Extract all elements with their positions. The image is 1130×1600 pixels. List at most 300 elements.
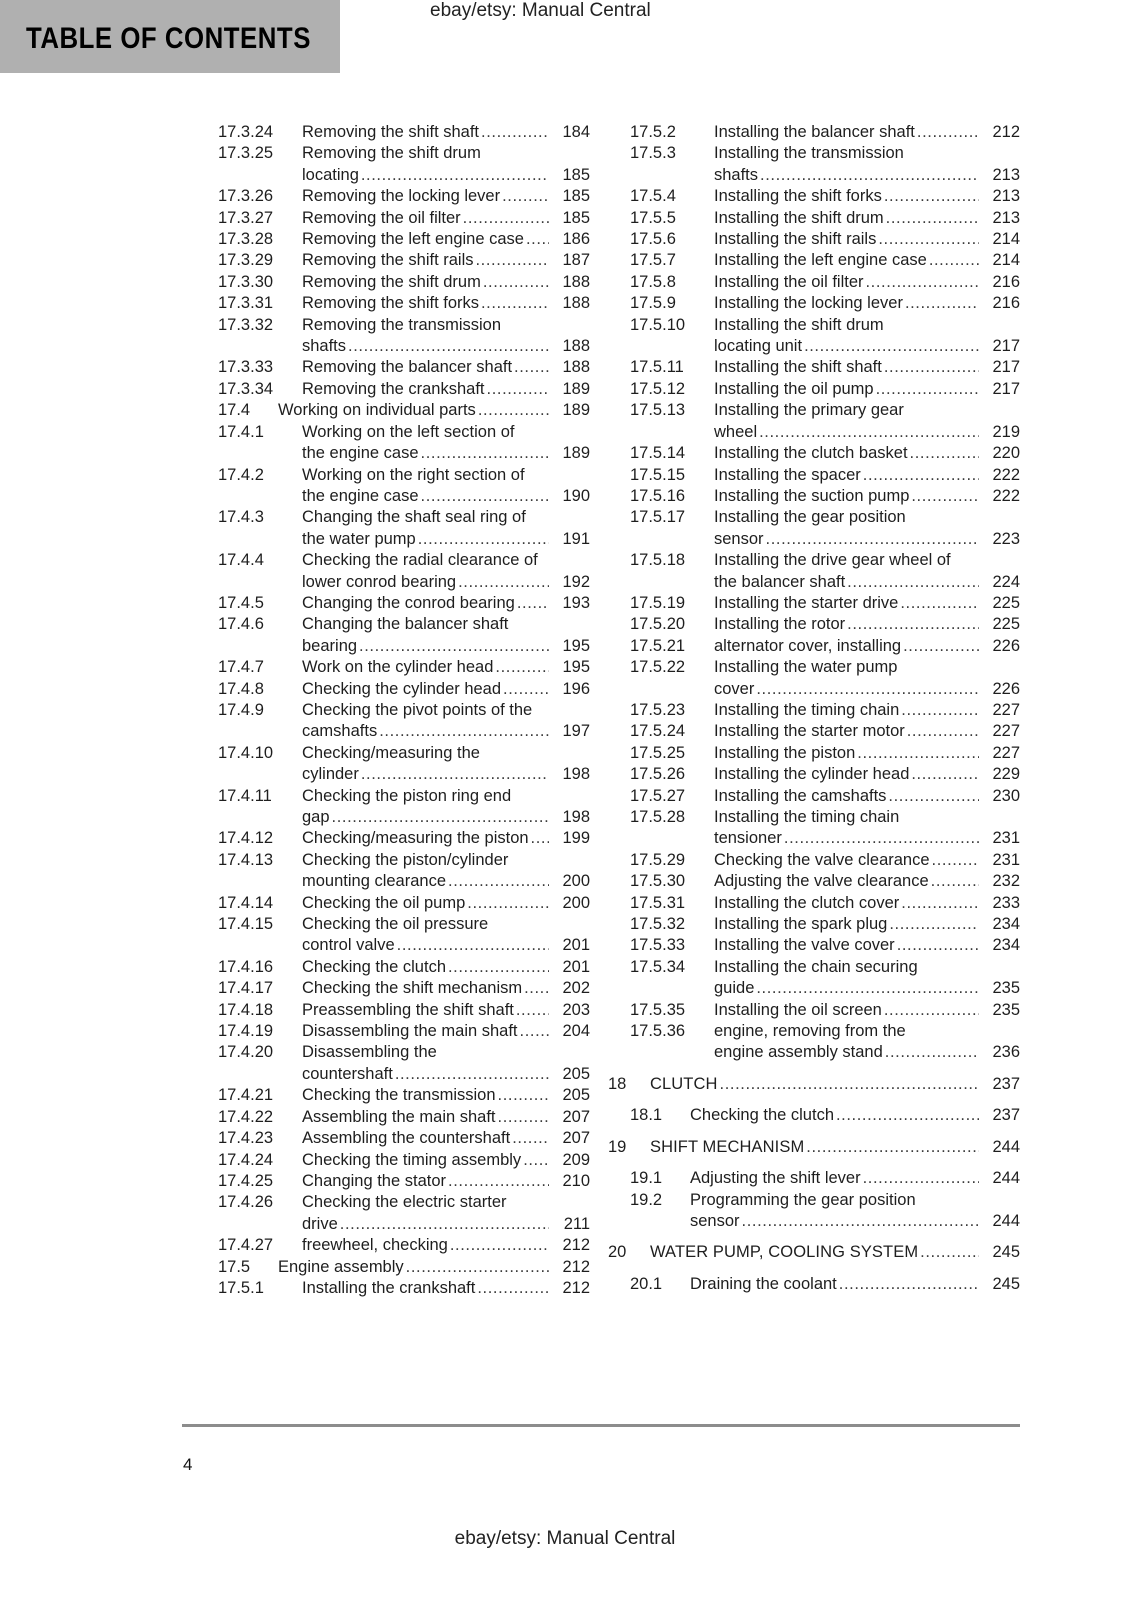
toc-entry-body <box>690 1105 1020 1126</box>
toc-entry-body <box>714 122 1020 143</box>
toc-leader-dots <box>901 700 979 721</box>
toc-entry-title: SHIFT MECHANISM <box>650 1137 805 1156</box>
toc-entry-page: 217 <box>992 379 1020 398</box>
toc-entry-line <box>302 957 590 978</box>
toc-leader-dots <box>502 186 549 207</box>
toc-entry[interactable] <box>630 1000 1020 1021</box>
toc-leader-dots <box>503 679 549 700</box>
toc-entry-page: 212 <box>992 123 1020 141</box>
toc-entry-page: 185 <box>562 187 590 206</box>
toc-entry-page: 217 <box>992 358 1020 377</box>
header-watermark: ebay/etsy: Manual Central <box>430 0 651 21</box>
toc-entry[interactable] <box>630 893 1020 914</box>
toc-entry[interactable] <box>630 850 1020 871</box>
toc-entry[interactable] <box>630 700 1020 721</box>
toc-entry[interactable] <box>218 1042 590 1085</box>
toc-entry[interactable] <box>218 593 590 614</box>
toc-entry-line <box>302 679 590 700</box>
toc-entry-body <box>302 914 590 957</box>
toc-entry[interactable] <box>630 1168 1020 1189</box>
toc-entry[interactable] <box>218 507 590 550</box>
toc-entry-number: 17.5.18 <box>630 551 686 570</box>
toc-entry-body <box>714 721 1020 742</box>
toc-leader-dots <box>903 636 979 657</box>
toc-entry[interactable] <box>218 143 590 186</box>
toc-entry-line <box>302 743 590 764</box>
toc-entry-title: Checking the piston/cylinder <box>302 850 509 869</box>
toc-entry[interactable] <box>218 465 590 508</box>
toc-entry-title: Removing the shift forks <box>302 294 479 313</box>
toc-entry-body <box>714 743 1020 764</box>
toc-entry[interactable] <box>630 1190 1020 1233</box>
toc-entry-number: 17.5.5 <box>630 208 676 227</box>
toc-entry-page: 225 <box>992 593 1020 612</box>
toc-entry-page: 236 <box>992 1043 1020 1062</box>
toc-entry-body <box>302 786 590 829</box>
toc-group-spacer <box>630 1095 1020 1105</box>
toc-entry[interactable] <box>218 293 590 314</box>
toc-entry-number: 17.5.22 <box>630 658 686 677</box>
toc-entry-body <box>714 379 1020 400</box>
toc-entry-number: 17.5.17 <box>630 508 686 527</box>
toc-entry[interactable] <box>218 700 590 743</box>
toc-entry-title: Installing the shift rails <box>714 230 877 249</box>
toc-entry-title: locating unit <box>714 337 803 356</box>
toc-entry-body <box>302 593 590 614</box>
toc-leader-dots <box>876 379 979 400</box>
toc-entry[interactable] <box>218 357 590 378</box>
toc-leader-dots <box>911 486 979 507</box>
toc-leader-dots <box>361 165 549 186</box>
toc-entry[interactable] <box>218 1192 590 1235</box>
toc-entry-title: Installing the spacer <box>714 465 861 484</box>
toc-entry-line <box>690 1211 1020 1232</box>
toc-entry[interactable] <box>608 1074 1020 1095</box>
toc-entry-line <box>302 636 590 657</box>
table-of-contents-banner <box>0 0 340 73</box>
toc-entry-number: 17.5.27 <box>630 786 686 805</box>
toc-entry-line <box>302 1021 590 1042</box>
toc-entry[interactable] <box>630 764 1020 785</box>
toc-entry-body <box>650 1074 1020 1095</box>
toc-entry-title: Assembling the countershaft <box>302 1129 511 1148</box>
toc-entry-title: gap <box>302 808 330 826</box>
toc-entry-number: 17.5.13 <box>630 401 686 420</box>
toc-entry[interactable] <box>218 315 590 358</box>
toc-entry-title: Installing the piston <box>714 743 856 762</box>
toc-entry-title: the balancer shaft <box>714 572 846 591</box>
toc-entry[interactable] <box>218 657 590 678</box>
toc-entry[interactable] <box>218 679 590 700</box>
toc-entry-body <box>302 679 590 700</box>
toc-entry-page: 198 <box>562 765 590 784</box>
toc-entry-page: 191 <box>562 529 590 548</box>
toc-leader-dots <box>418 529 549 550</box>
toc-entry-body <box>278 400 590 421</box>
toc-entry[interactable] <box>218 379 590 400</box>
toc-entry[interactable] <box>218 400 590 421</box>
toc-entry[interactable] <box>218 786 590 829</box>
toc-entry-body <box>302 293 590 314</box>
toc-entry-page: 197 <box>562 722 590 741</box>
toc-entry-number: 17.3.24 <box>218 123 274 141</box>
toc-entry-title: mounting clearance <box>302 872 447 891</box>
toc-entry-title: Checking the cylinder head <box>302 679 502 698</box>
toc-leader-dots <box>884 1000 979 1021</box>
toc-entry-body <box>302 250 590 271</box>
toc-entry-number: 20 <box>608 1243 627 1262</box>
toc-entry-page: 213 <box>992 208 1020 227</box>
toc-leader-dots <box>520 1021 549 1042</box>
toc-entry-title: Installing the camshafts <box>714 786 887 805</box>
toc-leader-dots <box>888 786 979 807</box>
toc-entry[interactable] <box>218 978 590 999</box>
toc-entry-line <box>302 700 590 721</box>
toc-entry-line <box>302 379 590 400</box>
toc-entry-number: 17.4.13 <box>218 850 274 869</box>
toc-entry-body <box>714 465 1020 486</box>
toc-entry[interactable] <box>630 1105 1020 1126</box>
toc-entry[interactable] <box>218 250 590 271</box>
toc-entry[interactable] <box>218 550 590 593</box>
toc-entry-line <box>302 315 590 336</box>
toc-entry[interactable] <box>218 1000 590 1021</box>
toc-entry-page: 237 <box>992 1074 1020 1093</box>
toc-entry-page: 186 <box>562 230 590 249</box>
toc-entry-number: 17.5.29 <box>630 850 686 869</box>
toc-entry[interactable] <box>218 1021 590 1042</box>
toc-entry-title: shafts <box>714 165 759 184</box>
toc-entry-number: 19.2 <box>630 1190 663 1209</box>
toc-entry-body <box>714 807 1020 850</box>
toc-leader-dots <box>463 208 549 229</box>
toc-entry-page: 184 <box>562 123 590 141</box>
toc-entry[interactable] <box>630 914 1020 935</box>
toc-leader-dots <box>450 1235 549 1256</box>
toc-entry-title: Removing the oil filter <box>302 208 461 227</box>
toc-entry-body <box>714 1000 1020 1021</box>
toc-entry-title: Disassembling the main shaft <box>302 1022 518 1041</box>
toc-entry[interactable] <box>608 1137 1020 1158</box>
toc-entry-line <box>302 122 590 143</box>
toc-entry[interactable] <box>630 229 1020 250</box>
toc-entry[interactable] <box>630 486 1020 507</box>
toc-entry[interactable] <box>630 400 1020 443</box>
toc-entry-body <box>302 850 590 893</box>
toc-leader-dots <box>742 1211 979 1232</box>
toc-entry-number: 17.3.32 <box>218 315 274 334</box>
toc-leader-dots <box>920 1242 979 1263</box>
toc-entry-number: 17.4.5 <box>218 593 264 612</box>
toc-entry-number: 17.5.3 <box>630 144 676 163</box>
toc-entry[interactable] <box>630 1021 1020 1064</box>
toc-entry-body <box>302 272 590 293</box>
toc-entry-number: 18 <box>608 1074 627 1093</box>
toc-entry-number: 17.3.27 <box>218 208 274 227</box>
toc-leader-dots <box>863 1168 979 1189</box>
toc-entry-line <box>714 957 1020 978</box>
toc-entry-line <box>714 1042 1020 1063</box>
toc-entry-line <box>302 914 590 935</box>
toc-entry-body <box>302 1085 590 1106</box>
toc-entry-page: 196 <box>562 679 590 698</box>
toc-entry-page: 222 <box>992 486 1020 505</box>
toc-entry-page: 226 <box>992 679 1020 698</box>
toc-entry-body <box>714 657 1020 700</box>
toc-entry[interactable] <box>630 871 1020 892</box>
toc-entry-page: 231 <box>992 850 1020 869</box>
toc-entry-line <box>714 336 1020 357</box>
toc-column-left <box>218 122 590 1299</box>
toc-entry-page: 210 <box>562 1171 590 1190</box>
toc-entry-body <box>302 1000 590 1021</box>
toc-entry-line <box>714 250 1020 271</box>
toc-entry-title: Checking the clutch <box>302 957 446 976</box>
toc-entry[interactable] <box>630 614 1020 635</box>
toc-entry-title: Checking the clutch <box>690 1106 834 1125</box>
toc-leader-dots <box>495 657 549 678</box>
toc-entry[interactable] <box>630 357 1020 378</box>
toc-entry-page: 198 <box>562 808 590 826</box>
toc-entry-title: Checking the oil pump <box>302 893 466 912</box>
toc-leader-dots <box>531 828 549 849</box>
toc-entry-number: 17.5.6 <box>630 230 676 249</box>
toc-leader-dots <box>759 422 979 443</box>
toc-entry-line <box>302 807 590 828</box>
toc-entry[interactable] <box>218 1235 590 1256</box>
toc-entry-number: 17.4.15 <box>218 915 274 934</box>
toc-entry[interactable] <box>218 914 590 957</box>
toc-entry-title: Checking the transmission <box>302 1086 496 1105</box>
toc-entry[interactable] <box>630 443 1020 464</box>
toc-entry-body <box>714 357 1020 378</box>
toc-entry[interactable] <box>218 1085 590 1106</box>
toc-entry-line <box>714 764 1020 785</box>
toc-entry[interactable] <box>218 828 590 849</box>
toc-entry[interactable] <box>218 229 590 250</box>
toc-entry[interactable] <box>630 122 1020 143</box>
toc-entry-line <box>302 871 590 892</box>
toc-entry[interactable] <box>630 143 1020 186</box>
toc-leader-dots <box>885 1042 979 1063</box>
toc-entry[interactable] <box>630 743 1020 764</box>
toc-entry[interactable] <box>630 465 1020 486</box>
toc-entry-body <box>302 465 590 508</box>
toc-entry[interactable] <box>630 293 1020 314</box>
toc-entry-page: 235 <box>992 1000 1020 1019</box>
toc-leader-dots <box>359 636 549 657</box>
toc-entry-page: 203 <box>562 1000 590 1019</box>
toc-entry-number: 17.5.11 <box>630 358 684 377</box>
toc-entry[interactable] <box>630 208 1020 229</box>
toc-entry-body <box>714 315 1020 358</box>
toc-entry-line <box>302 1192 590 1213</box>
toc-leader-dots <box>929 250 979 271</box>
toc-entry-number: 19.1 <box>630 1169 663 1188</box>
toc-entry-line <box>650 1137 1020 1158</box>
toc-entry-number: 17.5.31 <box>630 893 686 912</box>
toc-entry-body <box>714 229 1020 250</box>
toc-entry-page: 202 <box>562 979 590 998</box>
toc-entry-title: Checking the timing assembly <box>302 1150 522 1169</box>
toc-entry-page: 230 <box>992 786 1020 805</box>
toc-entry-number: 17.5.21 <box>630 636 686 655</box>
toc-entry-body <box>690 1190 1020 1233</box>
toc-leader-dots <box>487 379 549 400</box>
toc-entry-body <box>278 1257 590 1278</box>
toc-entry-line <box>302 165 590 186</box>
toc-entry[interactable] <box>218 1257 590 1278</box>
toc-column-right <box>608 122 1020 1295</box>
toc-entry-page: 244 <box>992 1137 1020 1156</box>
toc-entry-line <box>302 721 590 742</box>
toc-entry-body <box>714 850 1020 871</box>
toc-entry-number: 17.5.36 <box>630 1022 686 1041</box>
toc-entry[interactable] <box>218 422 590 465</box>
toc-leader-dots <box>905 293 979 314</box>
toc-entry-body <box>302 1107 590 1128</box>
toc-entry-number: 17.5.26 <box>630 765 686 784</box>
toc-leader-dots <box>836 1105 979 1126</box>
toc-entry-page: 188 <box>562 294 590 313</box>
toc-entry-number: 17.5.20 <box>630 615 686 634</box>
toc-entry-line <box>302 850 590 871</box>
toc-entry-title: Installing the left engine case <box>714 251 927 270</box>
toc-entry-number: 17.5.25 <box>630 743 686 762</box>
toc-entry-number: 17.4.10 <box>218 743 274 762</box>
toc-leader-dots <box>863 465 979 486</box>
toc-entry-title: Installing the clutch cover <box>714 893 900 912</box>
toc-entry-body <box>714 914 1020 935</box>
toc-entry[interactable] <box>630 186 1020 207</box>
toc-leader-dots <box>889 914 979 935</box>
toc-leader-dots <box>332 807 549 828</box>
toc-entry[interactable] <box>218 1171 590 1192</box>
toc-entry-body <box>714 272 1020 293</box>
toc-entry[interactable] <box>218 1150 590 1171</box>
toc-entry-number: 17.5.7 <box>630 251 676 270</box>
toc-leader-dots <box>458 572 549 593</box>
toc-entry[interactable] <box>630 507 1020 550</box>
toc-entry[interactable] <box>608 1242 1020 1263</box>
page-title: TABLE OF CONTENTS <box>26 22 311 55</box>
toc-entry[interactable] <box>218 1107 590 1128</box>
toc-leader-dots <box>481 122 549 143</box>
toc-entry-body <box>650 1242 1020 1263</box>
toc-entry-line <box>714 465 1020 486</box>
toc-entry-number: 17.4.20 <box>218 1043 274 1062</box>
toc-entry[interactable] <box>630 657 1020 700</box>
toc-entry-page: 212 <box>562 1257 590 1276</box>
toc-entry-line <box>302 529 590 550</box>
toc-entry[interactable] <box>218 957 590 978</box>
toc-entry-body <box>714 486 1020 507</box>
toc-entry[interactable] <box>218 893 590 914</box>
toc-entry[interactable] <box>630 315 1020 358</box>
toc-entry-title: Preassembling the shift shaft <box>302 1000 514 1019</box>
toc-entry-page: 219 <box>992 422 1020 441</box>
toc-entry-title: Working on the right section of <box>302 465 525 484</box>
toc-entry-line <box>714 614 1020 635</box>
toc-entry[interactable] <box>630 272 1020 293</box>
toc-leader-dots <box>878 229 979 250</box>
toc-entry-line <box>714 786 1020 807</box>
toc-entry[interactable] <box>630 957 1020 1000</box>
toc-leader-dots <box>931 871 979 892</box>
toc-entry-title: Checking the piston ring end <box>302 786 512 805</box>
toc-entry-line <box>302 1042 590 1063</box>
toc-entry[interactable] <box>218 614 590 657</box>
toc-entry-number: 17.4.1 <box>218 422 264 441</box>
toc-entry-page: 201 <box>562 936 590 955</box>
toc-leader-dots <box>857 743 979 764</box>
toc-entry-number: 17.4.19 <box>218 1022 274 1041</box>
toc-entry[interactable] <box>630 636 1020 657</box>
toc-entry-body <box>714 143 1020 186</box>
toc-entry-title: CLUTCH <box>650 1074 718 1093</box>
toc-entry-line <box>714 186 1020 207</box>
toc-entry-page: 213 <box>992 187 1020 206</box>
toc-leader-dots <box>517 593 549 614</box>
toc-entry-line <box>302 422 590 443</box>
toc-entry-title: Checking/measuring the piston <box>302 829 529 848</box>
toc-entry[interactable] <box>630 807 1020 850</box>
toc-leader-dots <box>917 122 979 143</box>
toc-entry[interactable] <box>218 208 590 229</box>
toc-entry[interactable] <box>218 850 590 893</box>
toc-entry[interactable] <box>218 122 590 143</box>
toc-entry[interactable] <box>630 550 1020 593</box>
toc-entry-number: 17.5.2 <box>630 123 676 141</box>
toc-entry-title: sensor <box>690 1211 740 1230</box>
toc-entry[interactable] <box>630 935 1020 956</box>
toc-entry-line <box>302 465 590 486</box>
toc-entry-number: 19 <box>608 1137 627 1156</box>
toc-entry-title: Draining the coolant <box>690 1274 837 1293</box>
toc-entry[interactable] <box>218 186 590 207</box>
toc-entry-title: Installing the drive gear wheel of <box>714 551 951 570</box>
toc-entry-title: Programming the gear position <box>690 1190 916 1209</box>
toc-leader-dots <box>911 764 979 785</box>
toc-leader-dots <box>467 893 549 914</box>
toc-entry[interactable] <box>630 786 1020 807</box>
toc-entry-page: 216 <box>992 294 1020 313</box>
toc-leader-dots <box>901 893 979 914</box>
toc-entry[interactable] <box>218 1278 590 1299</box>
toc-entry-number: 17.3.26 <box>218 187 274 206</box>
toc-entry[interactable] <box>218 743 590 786</box>
toc-entry[interactable] <box>630 1274 1020 1295</box>
toc-entry[interactable] <box>630 593 1020 614</box>
toc-entry-page: 209 <box>562 1150 590 1169</box>
toc-entry-line <box>714 1000 1020 1021</box>
toc-entry-line <box>714 893 1020 914</box>
toc-entry-body <box>714 786 1020 807</box>
toc-entry[interactable] <box>630 379 1020 400</box>
toc-leader-dots <box>804 336 979 357</box>
toc-entry-title: Work on the cylinder head <box>302 658 494 677</box>
toc-entry[interactable] <box>630 250 1020 271</box>
toc-entry[interactable] <box>218 272 590 293</box>
toc-entry-line <box>714 807 1020 828</box>
toc-entry-title: Installing the oil pump <box>714 379 874 398</box>
toc-entry[interactable] <box>630 721 1020 742</box>
toc-entry[interactable] <box>218 1128 590 1149</box>
toc-entry-body <box>302 957 590 978</box>
toc-entry-body <box>302 550 590 593</box>
toc-entry-line <box>714 914 1020 935</box>
toc-entry-body <box>302 1235 590 1256</box>
